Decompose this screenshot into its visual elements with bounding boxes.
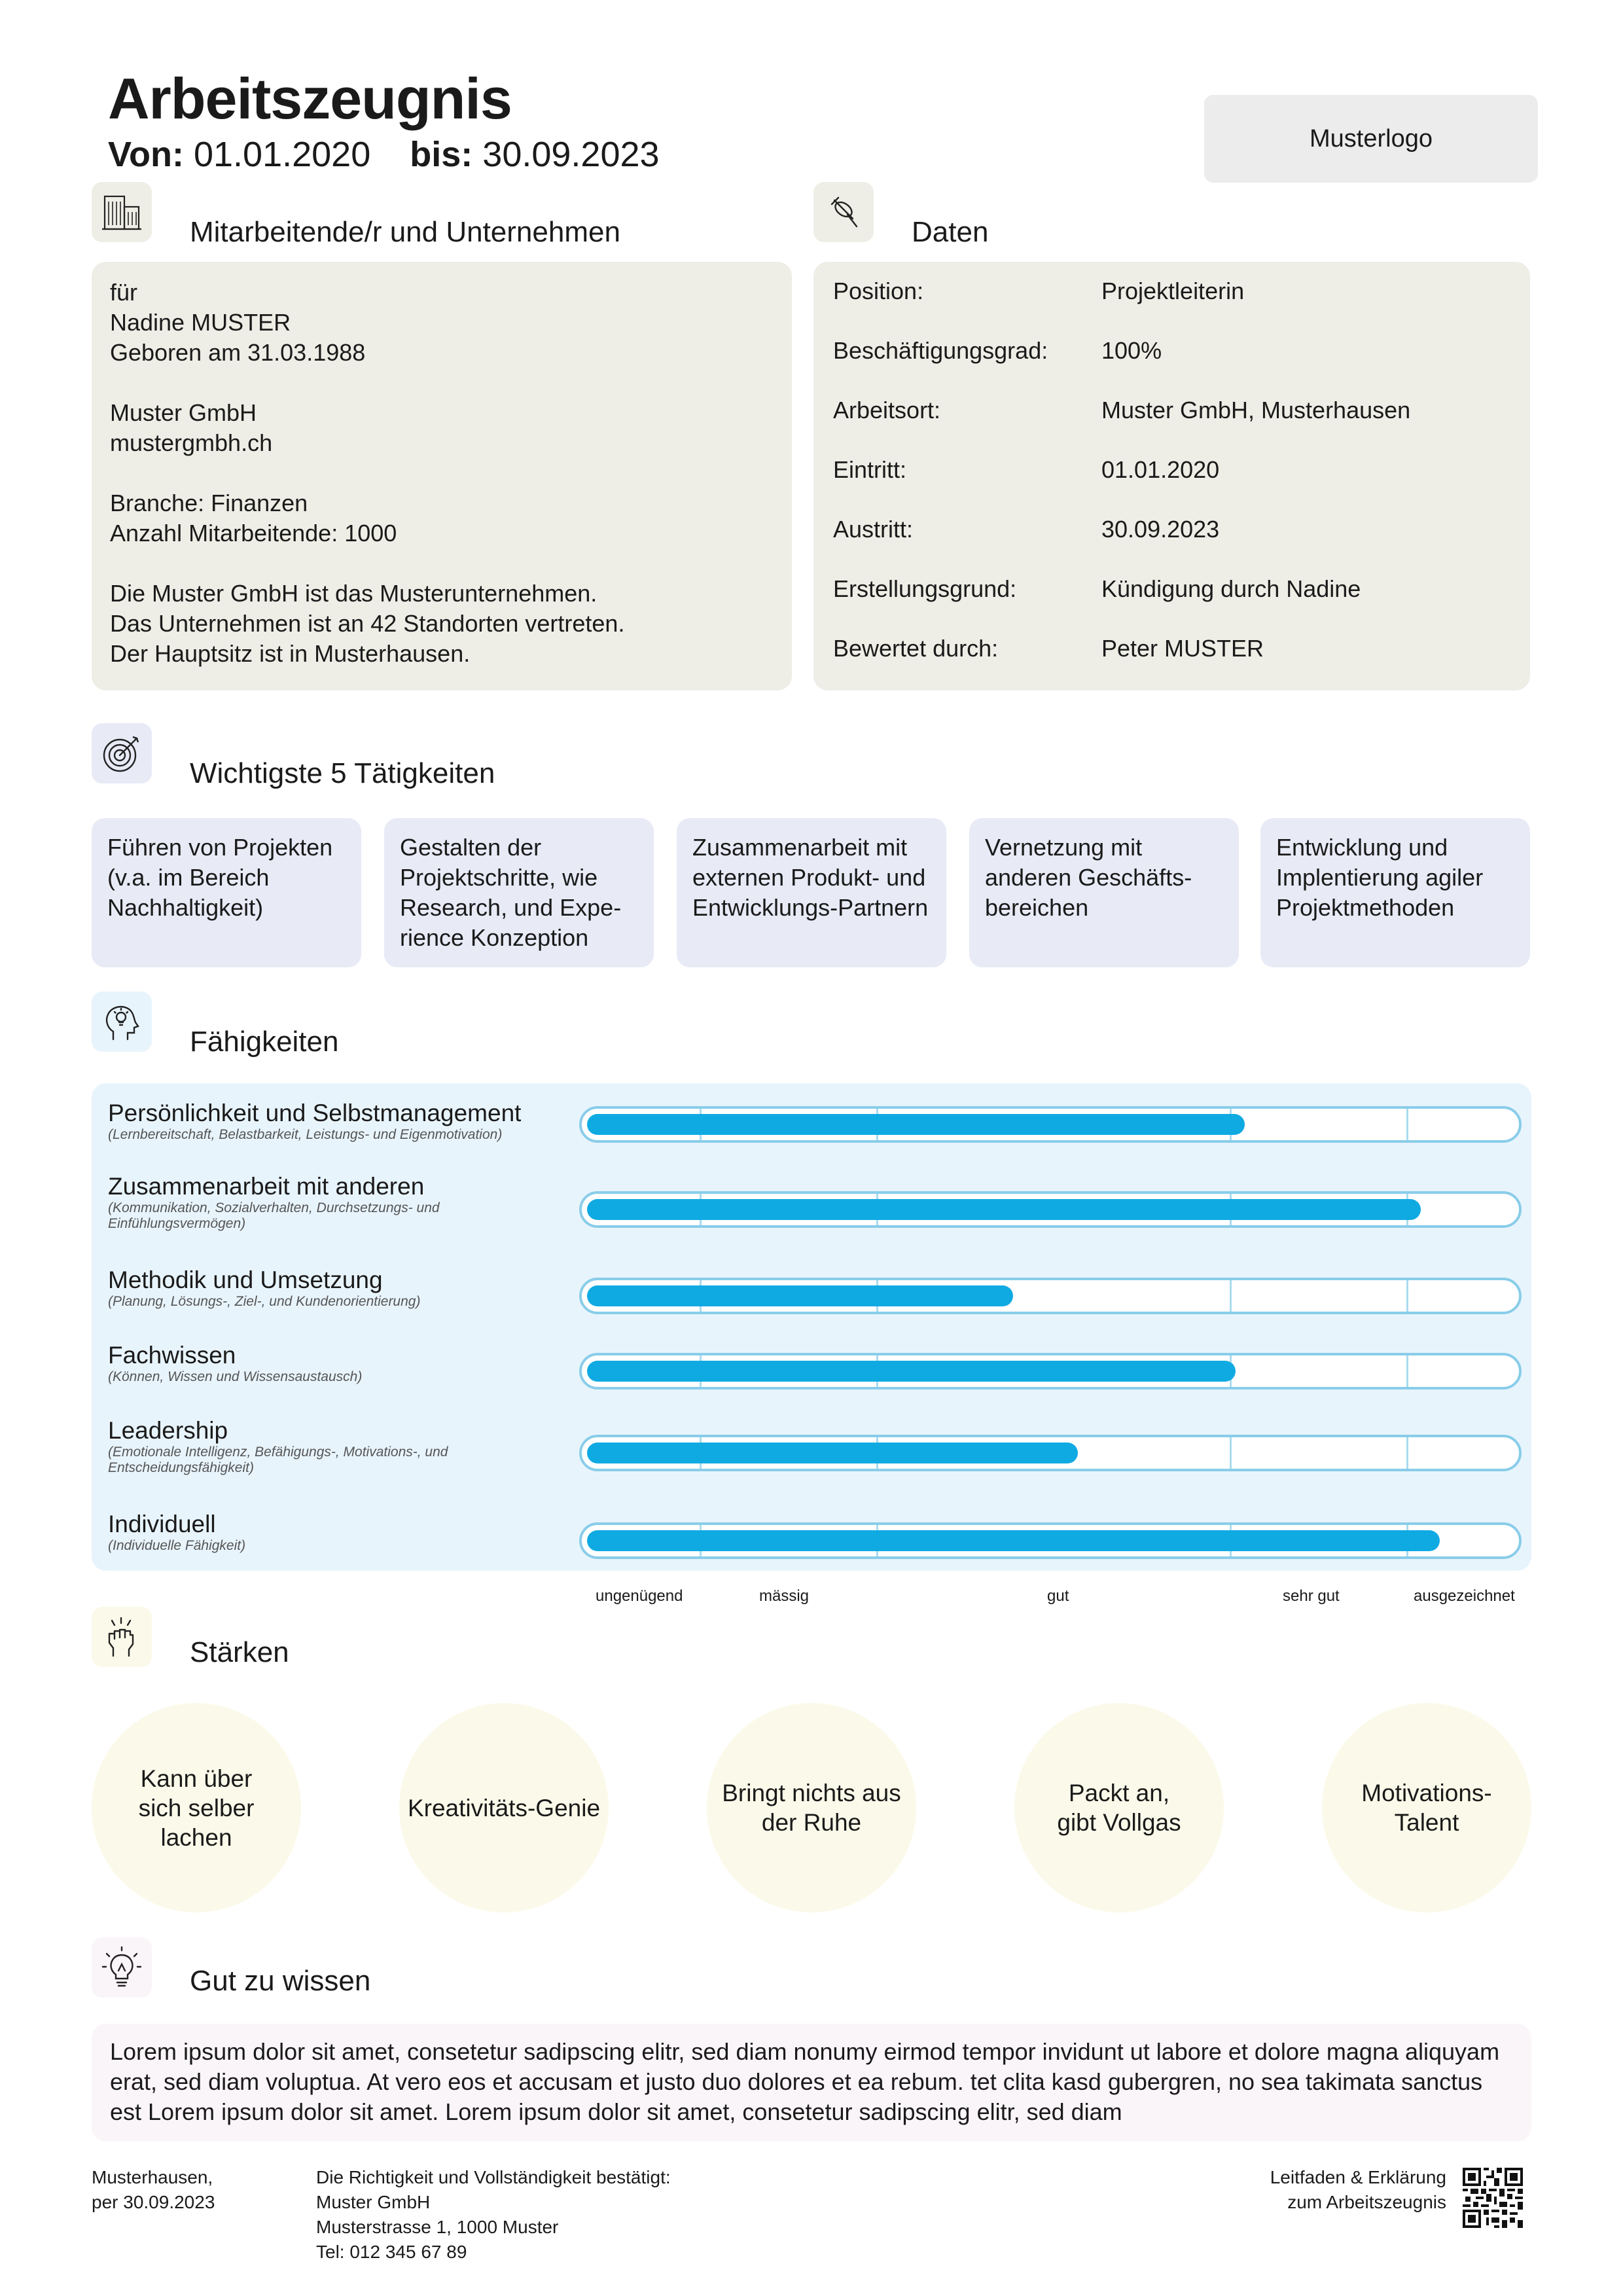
skill-bar-track	[579, 1353, 1522, 1390]
strength-text: Kreativitäts-Genie	[407, 1794, 601, 1821]
skill-bar-fill	[587, 1443, 1078, 1463]
scale-divider	[1406, 1355, 1408, 1387]
activity-text: Vernetzung mit anderen Geschäfts-bereichen	[985, 834, 1192, 921]
company-industry: Branche: Finanzen	[110, 490, 308, 516]
skills-section-title: Fähigkeiten	[190, 1026, 339, 1058]
scale-divider	[1230, 1437, 1232, 1469]
skill-bar-fill	[587, 1361, 1236, 1382]
skill-bar-track	[579, 1106, 1522, 1143]
qr-code-icon[interactable]	[1463, 2168, 1523, 2228]
company-description-line: Das Unternehmen ist an 42 Standorten vertreten.	[110, 610, 625, 637]
footer-place-date	[92, 2165, 215, 2215]
strengths-section-title: Stärken	[190, 1636, 289, 1668]
skill-name: Persönlichkeit und Selbstmanagement	[108, 1100, 522, 1126]
skill-name: Zusammenarbeit mit anderen	[108, 1173, 425, 1200]
document-title: Arbeitszeugnis	[108, 66, 512, 131]
scale-label: gut	[1047, 1587, 1069, 1605]
employee-line: für	[110, 279, 138, 306]
skill-description: (Können, Wissen und Wissensaustausch)	[108, 1369, 363, 1384]
data-value: Muster GmbH, Musterhausen	[1101, 397, 1411, 423]
activities-section-title: Wichtigste 5 Tätigkeiten	[190, 757, 495, 789]
strength-text: Bringt nichts aus der Ruhe	[722, 1780, 901, 1836]
company-name: Muster GmbH	[110, 399, 257, 426]
info-section-title: Gut zu wissen	[190, 1965, 371, 1997]
skill-description: (Individuelle Fähigkeit)	[108, 1538, 246, 1553]
skill-label	[108, 1173, 514, 1232]
footer-company: Muster GmbH	[316, 2192, 431, 2212]
scale-label: sehr gut	[1283, 1587, 1340, 1605]
company-website: mustergmbh.ch	[110, 429, 273, 456]
skill-name: Fachwissen	[108, 1342, 236, 1369]
skill-label	[108, 1266, 420, 1310]
strength-circle	[707, 1703, 916, 1912]
fist-icon	[92, 1607, 152, 1667]
scale-divider	[1406, 1437, 1408, 1469]
employee-name: Nadine MUSTER	[110, 309, 291, 336]
strength-text: Motivations-Talent	[1361, 1780, 1492, 1836]
skill-bar-track	[579, 1278, 1522, 1314]
footer-guide[interactable]	[1178, 2165, 1446, 2215]
footer-guide-line: zum Arbeitszeugnis	[1287, 2192, 1446, 2212]
footer-guide-line: Leitfaden & Erklärung	[1270, 2167, 1446, 2187]
data-section-title: Daten	[912, 216, 989, 248]
activity-text: Entwicklung und Implentierung agiler Projektmethoden	[1276, 834, 1484, 921]
strength-text: Kann über sich selber lachen	[138, 1765, 255, 1851]
data-label: Beschäftigungsgrad:	[833, 337, 1048, 364]
skill-description: (Kommunikation, Sozialverhalten, Durchsetzungs- und Einfühlungsvermögen)	[108, 1200, 440, 1231]
skill-label	[108, 1511, 245, 1554]
data-label: Position:	[833, 278, 924, 304]
scale-divider	[1406, 1280, 1408, 1312]
scale-divider	[1406, 1109, 1408, 1140]
skill-bar-fill	[587, 1114, 1245, 1135]
data-label: Austritt:	[833, 516, 914, 543]
strength-circle	[1014, 1703, 1224, 1912]
skill-description: (Emotionale Intelligenz, Befähigungs-, Motivations-, und Entscheidungsfähigkeit)	[108, 1444, 448, 1475]
footer-confirm-label: Die Richtigkeit und Vollständigkeit bestätigt:	[316, 2167, 671, 2187]
skill-bar-track	[579, 1522, 1522, 1559]
company-description-line: Die Muster GmbH ist das Musterunternehmen.	[110, 580, 597, 607]
data-label: Arbeitsort:	[833, 397, 941, 423]
data-label: Erstellungsgrund:	[833, 575, 1017, 602]
data-value: Projektleiterin	[1101, 278, 1245, 304]
info-text: Lorem ipsum dolor sit amet, consetetur sadipscing elitr, sed diam nonumy eirmod tempor invidunt ut labore et dolore magna aliquyam erat, sed diam voluptua. At vero eos et accusam et justo duo dolores et ea rebum. tet clita kasd gubergren, no sea takimata sanctus est Lorem ipsum dolor sit amet. Lorem ipsum dolor sit amet, consetetur sadipscing elitr, sed diam	[110, 2038, 1500, 2125]
skill-bar-track	[579, 1435, 1522, 1471]
skill-label	[108, 1342, 362, 1385]
company-description-line: Der Hauptsitz ist in Musterhausen.	[110, 640, 471, 667]
footer-confirmation	[316, 2165, 671, 2265]
footer-phone: Tel: 012 345 67 89	[316, 2242, 467, 2262]
lightbulb-icon	[92, 1937, 152, 1998]
skill-bar-fill	[587, 1530, 1440, 1551]
data-label: Eintritt:	[833, 456, 907, 483]
to-date: 30.09.2023	[482, 135, 660, 174]
from-date: 01.01.2020	[193, 135, 371, 174]
activity-text: Zusammenarbeit mit externen Produkt- und Entwicklungs-Partnern	[692, 834, 929, 921]
strength-circle	[1322, 1703, 1531, 1912]
skill-bar-fill	[587, 1199, 1421, 1220]
footer-date: per 30.09.2023	[92, 2192, 215, 2212]
info-box	[92, 2024, 1531, 2142]
employee-section-title: Mitarbeitende/r und Unternehmen	[190, 216, 620, 248]
scale-divider	[1230, 1280, 1232, 1312]
data-value: 01.01.2020	[1101, 456, 1220, 483]
scale-label: ausgezeichnet	[1414, 1587, 1515, 1605]
data-value: Peter MUSTER	[1101, 635, 1264, 662]
scale-label: mässig	[759, 1587, 810, 1605]
skill-name: Individuell	[108, 1511, 216, 1537]
skill-label	[108, 1417, 514, 1476]
scale-label: ungenügend	[596, 1587, 683, 1605]
data-value: 100%	[1101, 337, 1162, 364]
data-value: Kündigung durch Nadine	[1101, 575, 1361, 602]
company-employee-count: Anzahl Mitarbeitende: 1000	[110, 520, 397, 547]
activity-text: Führen von Projekten (v.a. im Bereich Nachhaltigkeit)	[107, 834, 333, 921]
to-label: bis:	[410, 135, 473, 174]
from-label: Von:	[108, 135, 184, 174]
footer-address: Musterstrasse 1, 1000 Muster	[316, 2217, 559, 2237]
skill-bar-track	[579, 1191, 1522, 1228]
skill-bar-fill	[587, 1285, 1013, 1306]
strength-text: Packt an, gibt Vollgas	[1057, 1780, 1181, 1836]
skill-description: (Planung, Lösungs-, Ziel-, und Kundenorientierung)	[108, 1294, 421, 1309]
activity-text: Gestalten der Projektschritte, wie Research, und Expe-rience Konzeption	[400, 834, 622, 951]
data-label: Bewertet durch:	[833, 635, 999, 662]
footer-place: Musterhausen,	[92, 2167, 213, 2187]
skill-label	[108, 1100, 521, 1143]
skill-name: Methodik und Umsetzung	[108, 1266, 383, 1293]
skill-description: (Lernbereitschaft, Belastbarkeit, Leistungs- und Eigenmotivation)	[108, 1127, 503, 1142]
skill-name: Leadership	[108, 1417, 228, 1444]
strength-circle	[92, 1703, 301, 1912]
logo-text: Musterlogo	[1310, 124, 1433, 152]
employee-birthdate: Geboren am 31.03.1988	[110, 339, 366, 366]
data-value: 30.09.2023	[1101, 516, 1220, 543]
strength-circle	[399, 1703, 609, 1912]
